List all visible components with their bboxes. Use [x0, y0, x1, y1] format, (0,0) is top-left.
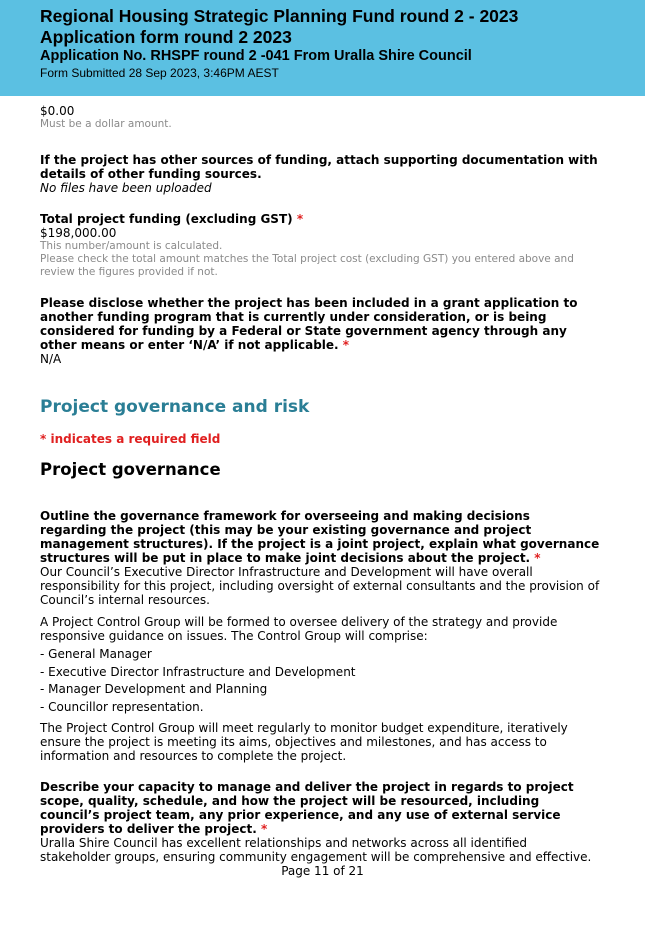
application-number: Application No. RHSPF round 2 -041 From Uralla Shire Council: [40, 48, 472, 64]
subsection-title: Project governance: [40, 460, 221, 479]
required-asterisk: *: [534, 551, 541, 565]
amount-value: $0.00: [40, 104, 75, 118]
governance-question: Outline the governance framework for overseeing and making decisions regarding the project (this may be your existing governance and project management structures). If the project is a joint project, explain what governance structures will be put in place to make joint decisions about the project. *: [40, 509, 600, 565]
submitted-timestamp: Form Submitted 28 Sep 2023, 3:46PM AEST: [40, 66, 279, 80]
required-asterisk: *: [342, 338, 350, 352]
page-number: Page 11 of 21: [281, 864, 364, 878]
capacity-question: Describe your capacity to manage and deliver the project in regards to project scope, quality, schedule, and how the project will be resourced, including council’s project team, any prior experience, and any use of external service providers to deliver the project. *: [40, 780, 574, 836]
required-asterisk: *: [261, 822, 268, 836]
other-funding-answer: No files have been uploaded: [40, 181, 212, 195]
governance-paragraph-2: A Project Control Group will be formed to oversee delivery of the strategy and provide responsive guidance on issues. The Control Group will comprise:: [40, 615, 558, 643]
total-funding-value: $198,000.00: [40, 226, 117, 240]
list-item: - Executive Director Infrastructure and Development: [40, 664, 356, 679]
fund-title: Regional Housing Strategic Planning Fund round 2 - 2023: [40, 6, 519, 26]
form-title: Application form round 2 2023: [40, 27, 292, 47]
section-title: Project governance and risk: [40, 397, 310, 417]
governance-paragraph-1: Our Council’s Executive Director Infrastructure and Development will have overall responsibility for this project, including oversight of external consultants and the provision of Council’s internal resources.: [40, 565, 600, 607]
list-item: - Councillor representation.: [40, 699, 204, 714]
other-funding-question: If the project has other sources of funding, attach supporting documentation with details of other funding sources.: [40, 153, 598, 181]
list-item: - Manager Development and Planning: [40, 682, 268, 696]
calculated-hint: This number/amount is calculated.: [40, 240, 223, 252]
capacity-answer: Uralla Shire Council has excellent relationships and networks across all identified stakeholder groups, ensuring community engagement will be comprehensive and effective.: [40, 836, 592, 864]
disclose-answer: N/A: [40, 352, 62, 366]
required-field-note: * indicates a required field: [40, 432, 221, 446]
governance-paragraph-3: The Project Control Group will meet regularly to monitor budget expenditure, iteratively ensure the project is meeting its aims, objectives and milestones, and has access to information and resources to complete the project.: [40, 721, 568, 763]
disclose-question: Please disclose whether the project has been included in a grant application to another funding program that is currently under consideration, or is being considered for funding by a Federal or State government agency through any other means or enter ‘N/A’ if not applicable. *: [40, 296, 578, 352]
amount-hint: Must be a dollar amount.: [40, 118, 172, 130]
control-group-list: [40, 647, 600, 714]
list-item: - General Manager: [40, 647, 152, 661]
required-asterisk: *: [296, 212, 304, 226]
check-total-hint: Please check the total amount matches the Total project cost (excluding GST) you entered above and review the figures provided if not.: [40, 253, 574, 278]
form-content: [40, 104, 600, 864]
total-funding-label: Total project funding (excluding GST) *: [40, 212, 304, 226]
form-header: [0, 0, 645, 96]
